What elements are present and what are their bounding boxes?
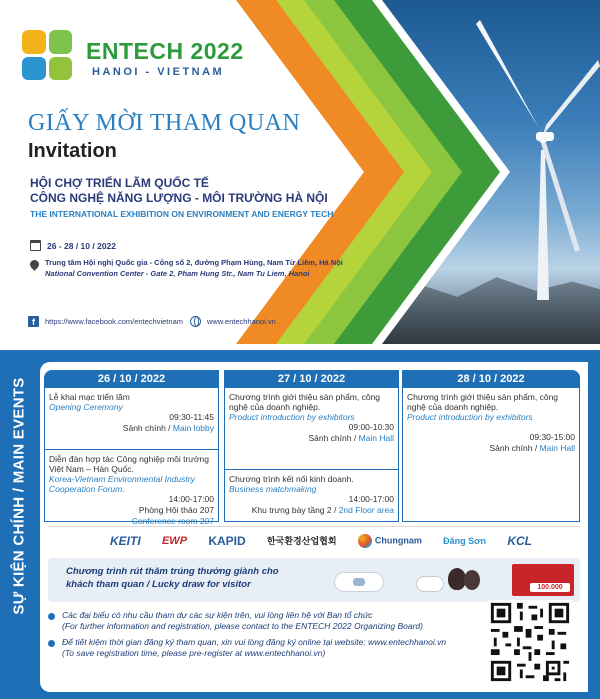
event-place-vn: Phòng Hội thảo 207 (138, 505, 214, 515)
note-text-vn: Để tiết kiệm thời gian đăng ký tham quan, xin vui lòng đăng ký online tại website: www.entechhanoi.vn (62, 637, 447, 647)
fair-name-english: THE INTERNATIONAL EXHIBITION ON ENVIRONMENT AND ENERGY TECH (30, 209, 334, 219)
event-item (44, 388, 219, 450)
event-title-vn: Diễn đàn hợp tác Công nghiệp môi trường Việt Nam – Hàn Quốc. (49, 454, 210, 474)
event-time: 09:30-11:45 (169, 412, 214, 422)
sponsor-dangson-logo: Đăng Sơn (443, 535, 487, 546)
day-3-date: 28 / 10 / 2022 (402, 370, 580, 388)
event-title-en: Product introduction by exhibitors (229, 412, 355, 422)
event-place-en: Main Hall (539, 443, 575, 453)
location-pin-icon (28, 258, 41, 271)
title-english: Invitation (28, 140, 117, 162)
website-url[interactable]: www.entechhanoi.vn (207, 317, 276, 326)
registration-notes (48, 610, 488, 664)
event-place-vn: Sảnh chính / (122, 423, 173, 433)
note-item (48, 637, 488, 659)
note-text-en: (To save registration time, please pre-register at www.entechhanoi.vn) (62, 648, 326, 658)
event-title-en: Opening Ceremony (49, 402, 123, 412)
event-item (44, 450, 219, 526)
brand-location: HANOI - VIETNAM (92, 66, 225, 78)
logo-quadrant-yellow (22, 30, 46, 54)
event-place-en: Main lobby (172, 423, 214, 433)
event-place (49, 423, 214, 434)
air-purifier-prize-image (334, 572, 384, 592)
event-place-vn: Sảnh chính / (489, 443, 540, 453)
event-schedule (44, 370, 584, 526)
event-place-en-text: Conference room 207 (131, 516, 214, 526)
event-time: 09:30-15:00 (529, 432, 575, 442)
main-events-label-text: SỰ KIỆN CHÍNH / MAIN EVENTS (10, 377, 28, 615)
event-dates (30, 240, 116, 251)
calendar-icon (30, 240, 41, 251)
lucky-draw-text: Chương trình rút thăm trúng thưởng giành cho khách tham quan / Lucky draw for visitor (66, 566, 279, 590)
event-place (407, 443, 575, 454)
note-item (48, 610, 488, 632)
schedule-day-3 (402, 370, 580, 522)
note-text-en: (For further information and registration, please contact to the ENTECH 2022 Organizing Board) (62, 621, 423, 631)
facebook-link[interactable] (28, 316, 183, 327)
event-title-en: Product introduction by exhibitors (407, 412, 533, 422)
voucher-prize-image (512, 564, 574, 596)
globe-icon (190, 316, 201, 327)
sponsor-keiti-logo: KEITI (110, 533, 141, 548)
main-events-vertical-label (3, 366, 35, 626)
event-time: 14:00-17:00 (168, 494, 214, 504)
lucky-draw-banner (48, 558, 580, 602)
sponsor-chungnam-text: Chungnam (374, 534, 422, 545)
earbud-right-image (464, 570, 480, 590)
note-text-vn: Các đại biểu có nhu cầu tham dự các sự kiện trên, vui lòng liên hệ với Ban tổ chức (62, 610, 373, 620)
event-place-vn: Sảnh chính / (308, 433, 359, 443)
sponsor-chungnam-logo (358, 534, 422, 548)
sponsor-korean-association-logo: 한국환경산업협회 (266, 536, 337, 546)
logo-quadrant-green (49, 30, 73, 54)
schedule-day-2 (224, 370, 399, 522)
sponsor-kapid-logo: KAPID (208, 533, 246, 548)
fair-name-line-1: HỘI CHỢ TRIỂN LÃM QUỐC TẾ (30, 176, 209, 190)
event-item (224, 388, 399, 470)
event-item (224, 470, 399, 522)
title-vietnamese: GIẤY MỜI THAM QUAN (28, 110, 301, 136)
invitation-card-front (0, 0, 600, 344)
chungnam-emblem-icon (358, 534, 372, 548)
day-2-date: 27 / 10 / 2022 (224, 370, 399, 388)
schedule-day-1 (44, 370, 219, 526)
qr-code-image[interactable] (488, 600, 572, 684)
entech-logo (22, 30, 72, 80)
day-1-date: 26 / 10 / 2022 (44, 370, 219, 388)
event-dates-text: 26 - 28 / 10 / 2022 (47, 240, 116, 251)
brand-name: ENTECH 2022 (86, 38, 244, 64)
event-location (30, 258, 343, 278)
facebook-icon: f (28, 316, 39, 327)
sponsor-ewp-logo: EWP (161, 534, 188, 547)
logo-quadrant-blue (22, 57, 46, 81)
fair-name-line-2: CÔNG NGHỆ NĂNG LƯỢNG - MÔI TRƯỜNG HÀ NỘI (30, 191, 328, 205)
invitation-card-back (0, 350, 600, 699)
event-place-en: 2nd Floor area (338, 505, 394, 515)
logo-quadrant-lime (49, 57, 73, 81)
event-item (402, 388, 580, 522)
event-title-vn: Chương trình kết nối kinh doanh. (229, 474, 354, 484)
voucher-amount: 100.000 (530, 583, 570, 592)
events-panel (40, 362, 588, 692)
facebook-url[interactable]: https://www.facebook.com/entechvietnam (45, 317, 183, 326)
website-link[interactable] (190, 316, 276, 327)
event-title-en: Business matchmaking (229, 484, 317, 494)
earbuds-case-image (416, 576, 444, 592)
event-place-en: Main Hall (358, 433, 394, 443)
event-time: 14:00-17:00 (348, 494, 394, 504)
location-english: National Convention Center - Gate 2, Pham Hung Str., Nam Tu Liem, Hanoi (45, 269, 310, 278)
event-time: 09:00-10:30 (348, 422, 394, 432)
event-title-en: Korea-Vietnam Environmental Industry Cooperation Forum. (49, 474, 195, 494)
location-vietnamese: Trung tâm Hội nghị Quốc gia - Cổng số 2, đường Phạm Hùng, Nam Từ Liêm, Hà Nội (45, 258, 343, 267)
sponsor-logos (48, 526, 580, 554)
event-place (229, 505, 394, 516)
event-place (229, 433, 394, 444)
sponsor-kcl-logo: KCL (507, 533, 532, 548)
event-title-vn: Chương trình giới thiệu sản phẩm, công nghệ của doanh nghiệp. (229, 392, 381, 412)
event-title-vn: Chương trình giới thiệu sản phẩm, công nghệ của doanh nghiệp. (407, 392, 559, 412)
event-place-vn: Khu trưng bày tầng 2 / (251, 505, 339, 515)
event-title-vn: Lễ khai mạc triển lãm (49, 392, 130, 402)
